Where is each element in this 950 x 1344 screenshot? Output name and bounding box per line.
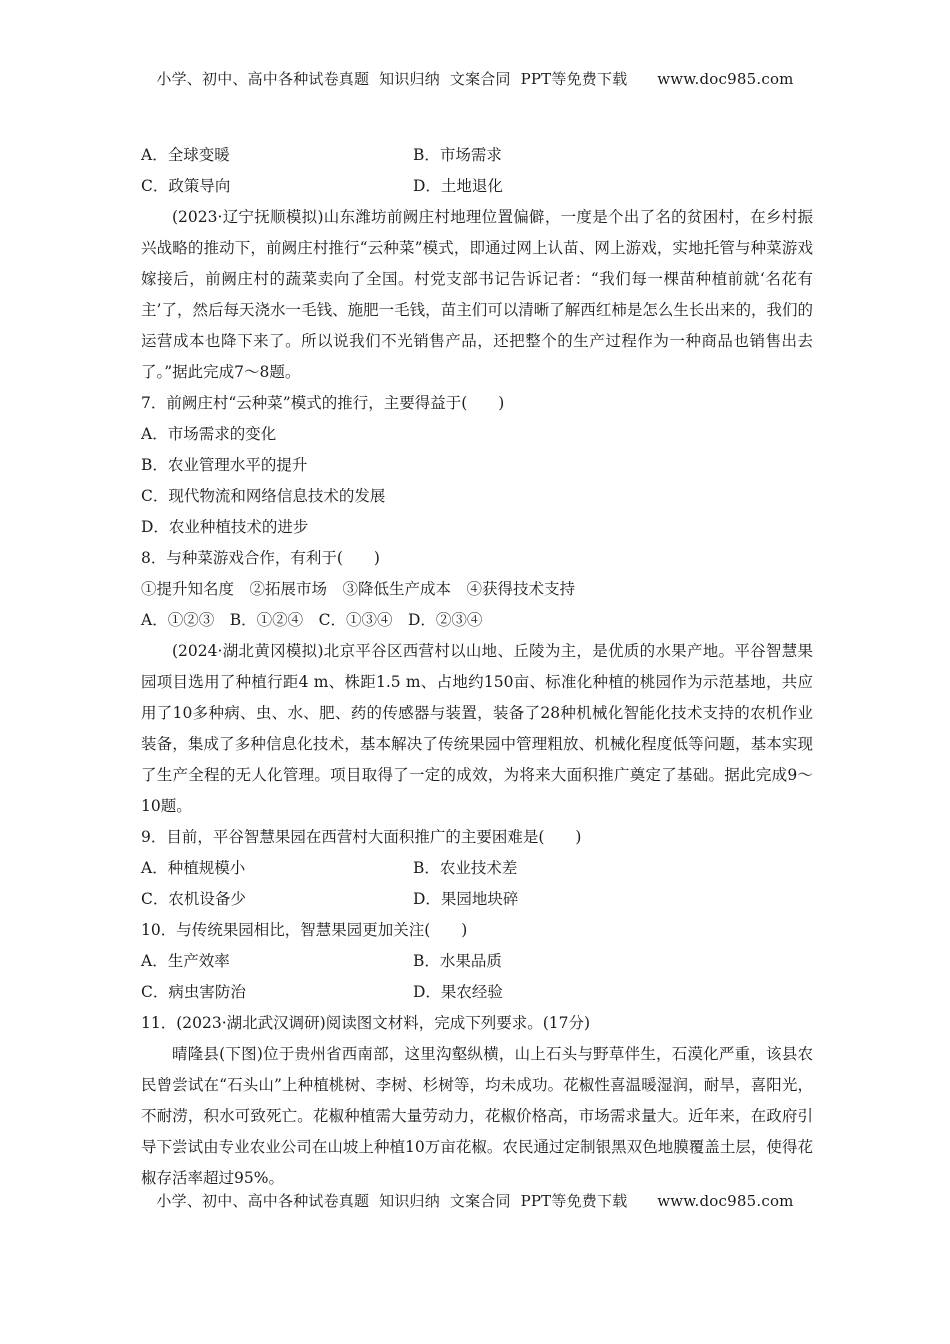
q8-options: A．①②③ B．①②④ C．①③④ D．②③④ xyxy=(141,611,483,629)
option-row xyxy=(141,884,813,915)
option-c: C．政策导向 xyxy=(141,177,231,195)
question-11-stem: 11．(2023·湖北武汉调研)阅读图文材料，完成下列要求。(17分) xyxy=(141,1014,591,1032)
q8-items: ①提升知名度 ②拓展市场 ③降低生产成本 ④获得技术支持 xyxy=(141,580,576,598)
option-b: B．市场需求 xyxy=(413,146,502,164)
q9-option-a: A．种植规模小 xyxy=(141,859,246,877)
q7-option-d: D．农业种植技术的进步 xyxy=(141,518,309,536)
passage-3: 晴隆县(下图)位于贵州省西南部，这里沟壑纵横，山上石头与野草伴生，石漠化严重，该县农民曾尝试在“石头山”上种植桃树、李树、杉树等，均未成功。花椒性喜温暖湿润，耐旱，喜阳光，不耐涝，积水可致死亡。花椒种植需大量劳动力，花椒价格高，市场需求量大。近年来，在政府引导下尝试由专业农业公司在山坡上种植10万亩花椒。农民通过定制银黑双色地膜覆盖土层，使得花椒存活率超过95%。 xyxy=(141,1045,813,1187)
q7-option-b: B．农业管理水平的提升 xyxy=(141,456,308,474)
passage-2: (2024·湖北黄冈模拟)北京平谷区西营村以山地、丘陵为主，是优质的水果产地。平谷智慧果园项目选用了种植行距4 m、株距1.5 m、占地约150亩、标准化种植的桃园作为示范基地，共应用了10多种病、虫、水、肥、药的传感器与装置，装备了28种机械化智能化技术支持的农机作业装备，集成了多种信息化技术，基本解决了传统果园中管理粗放、机械化程度低等问题，基本实现了生产全程的无人化管理。项目取得了一定的成效，为将来大面积推广奠定了基础。据此完成9～10题。 xyxy=(141,642,813,815)
question-7-stem: 7．前阙庄村“云种菜”模式的推行，主要得益于( ) xyxy=(141,394,505,412)
option-d: D．土地退化 xyxy=(413,177,503,195)
option-row xyxy=(141,946,813,977)
option-row xyxy=(141,977,813,1008)
question-9-stem: 9．目前，平谷智慧果园在西营村大面积推广的主要困难是( ) xyxy=(141,828,582,846)
q7-option-a: A．市场需求的变化 xyxy=(141,425,277,443)
q7-option-c: C．现代物流和网络信息技术的发展 xyxy=(141,487,386,505)
page-header: 小学、初中、高中各种试卷真题 知识归纳 文案合同 PPT等免费下载 www.doc985.com xyxy=(156,70,794,88)
q10-option-c: C．病虫害防治 xyxy=(141,983,246,1001)
passage-1: (2023·辽宁抚顺模拟)山东潍坊前阙庄村地理位置偏僻，一度是个出了名的贫困村，在乡村振兴战略的推动下，前阙庄村推行“云种菜”模式，即通过网上认苗、网上游戏，实地托管与种菜游戏嫁接后，前阙庄村的蔬菜卖向了全国。村党支部书记告诉记者：“我们每一棵苗种植前就‘名花有主’了，然后每天浇水一毛钱、施肥一毛钱，苗主们可以清晰了解西红柿是怎么生长出来的，我们的运营成本也降下来了。所以说我们不光销售产品，还把整个的生产过程作为一种商品也销售出去了。”据此完成7～8题。 xyxy=(141,208,813,381)
q9-option-b: B．农业技术差 xyxy=(413,859,518,877)
q9-option-c: C．农机设备少 xyxy=(141,890,246,908)
option-row xyxy=(141,853,813,884)
q9-option-d: D．果园地块碎 xyxy=(413,890,519,908)
option-row xyxy=(141,140,813,171)
page-body xyxy=(141,140,813,1194)
page-footer: 小学、初中、高中各种试卷真题 知识归纳 文案合同 PPT等免费下载 www.doc985.com xyxy=(156,1192,794,1210)
option-a: A．全球变暖 xyxy=(141,146,230,164)
q10-option-d: D．果农经验 xyxy=(413,983,503,1001)
question-8-stem: 8．与种菜游戏合作，有利于( ) xyxy=(141,549,380,567)
q10-option-b: B．水果品质 xyxy=(413,952,502,970)
q10-option-a: A．生产效率 xyxy=(141,952,230,970)
question-10-stem: 10．与传统果园相比，智慧果园更加关注( ) xyxy=(141,921,468,939)
option-row xyxy=(141,171,813,202)
